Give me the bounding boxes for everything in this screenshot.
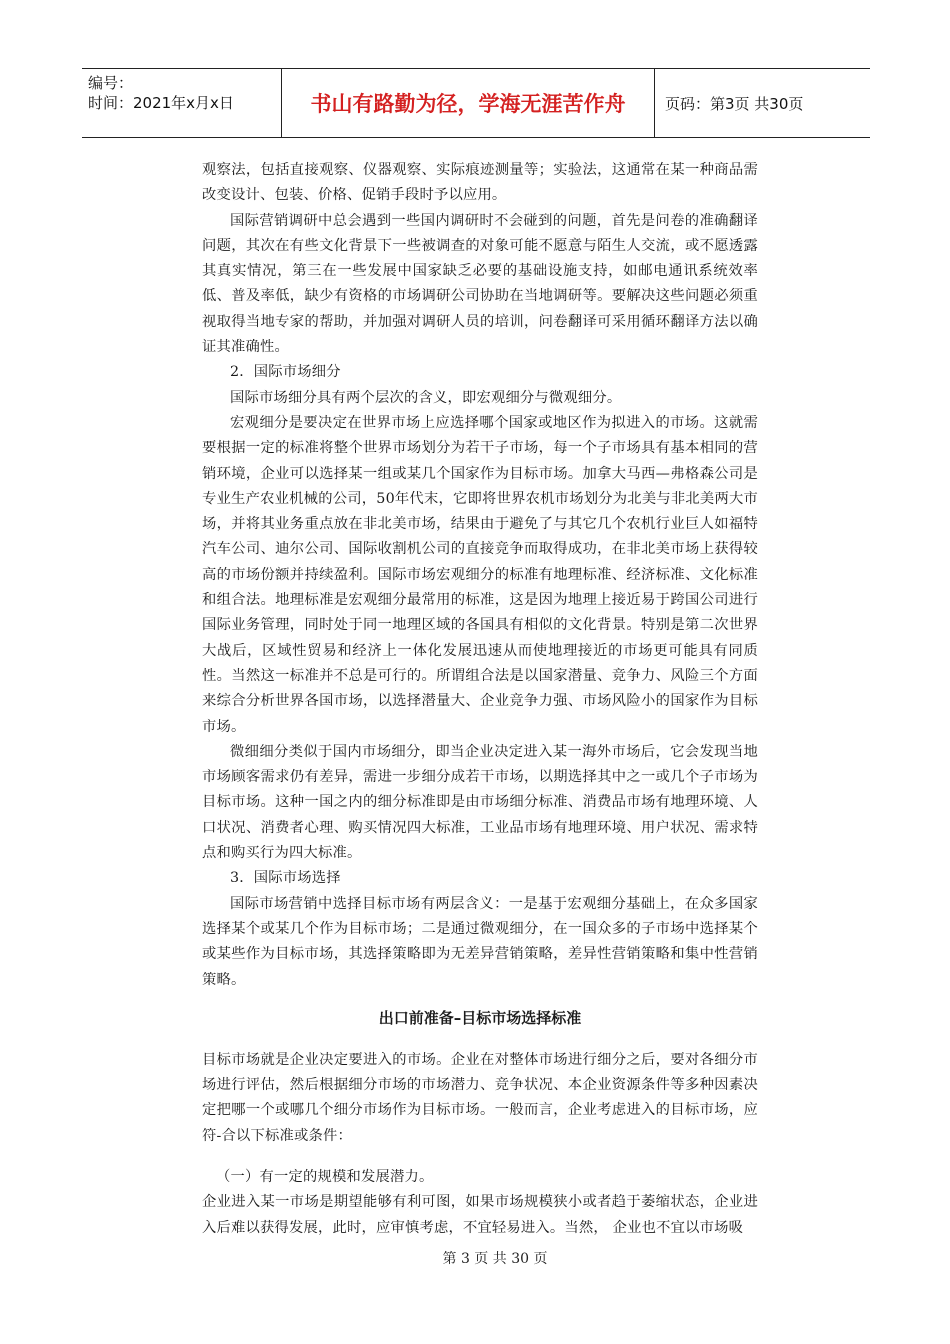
- section-title: 出口前准备–目标市场选择标准: [378, 1008, 582, 1027]
- paragraph: 国际市场营销中选择目标市场有两层含义：一是基于宏观细分基础上，在众多国家选择某个或某几个作为目标市场；二是通过微观细分，在一国众多的子市场中选择某个或某些作为目标市场，其选择策略即为无差异营销策略，差异性营销策略和集中性营销策略。: [202, 895, 758, 988]
- header-meta: [82, 69, 282, 137]
- header-page-info: 页码：第3页 共30页: [665, 94, 804, 113]
- section-heading: 2．国际市场细分: [230, 364, 341, 381]
- paragraph: 目标市场就是企业决定要进入的市场。企业在对整体市场进行细分之后，要对各细分市场进行评估，然后根据细分市场的市场潜力、竞争状况、本企业资源条件等多种因素决定把哪一个或哪几个细分市场作为目标市场。一般而言，企业考虑进入的目标市场，应符-合以下标准或条件：: [202, 1051, 758, 1144]
- subheading: （一）有一定的规模和发展潜力。: [216, 1168, 434, 1185]
- paragraph: 企业进入某一市场是期望能够有利可图，如果市场规模狭小或者趋于萎缩状态，企业进入后难以获得发展，此时，应审慎考虑，不宜轻易进入。当然， 企业也不宜以市场吸: [202, 1194, 758, 1236]
- paragraph: 国际市场细分具有两个层次的含义，即宏观细分与微观细分。: [230, 389, 622, 406]
- paragraph: 微细细分类似于国内市场细分，即当企业决定进入某一海外市场后，它会发现当地市场顾客需求仍有差异，需进一步细分成若干市场，以期选择其中之一或几个子市场为目标市场。这种一国之内的细分标准即是由市场细分标准、消费品市场有地理环境、人口状况、消费者心理、购买情况四大标准，工业品市场有地理环境、用户状况、需求特点和购买行为四大标准。: [202, 743, 758, 862]
- header-motto: 书山有路勤为径，学海无涯苦作舟: [282, 69, 655, 137]
- paragraph: 国际营销调研中总会遇到一些国内调研时不会碰到的问题，首先是问卷的准确翻译问题，其次在有些文化背景下一些被调查的对象可能不愿意与陌生人交流，或不愿透露其真实情况，第三在一些发展中国家缺乏必要的基础设施支持，如邮电通讯系统效率低、普及率低，缺少有资格的市场调研公司协助在当地调研等。要解决这些问题必须重视取得当地专家的帮助，并加强对调研人员的培训，问卷翻译可采用循环翻译方法以确证其准确性。: [202, 212, 758, 356]
- paragraph: 观察法，包括直接观察、仪器观察、实际痕迹测量等；实验法，这通常在某一种商品需改变设计、包装、价格、促销手段时予以应用。: [202, 162, 758, 204]
- paragraph: 宏观细分是要决定在世界市场上应选择哪个国家或地区作为拟进入的市场。这就需要根据一定的标准将整个世界市场划分为若干子市场，每一个子市场具有基本相同的营销环境，企业可以选择某一组或某几个国家作为目标市场。加拿大马西—弗格森公司是专业生产农业机械的公司，50年代末，它即将世界农机市场划分为北美与非北美两大市场，并将其业务重点放在非北美市场，结果由于避免了与其它几个农机行业巨人如福特汽车公司、迪尔公司、国际收割机公司的直接竞争而取得成功，在非北美市场上获得较高的市场份额并持续盈利。国际市场宏观细分的标准有地理标准、经济标准、文化标准和组合法。地理标准是宏观细分最常用的标准，这是因为地理上接近易于跨国公司进行国际业务管理，同时处于同一地理区域的各国具有相似的文化背景。特别是第二次世界大战后，区域性贸易和经济上一体化发展迅速从而使地理接近的市场更可能具有同质性。当然这一标准并不总是可行的。所谓组合法是以国家潜量、竞争力、风险三个方面来综合分析世界各国市场，以选择潜量大、企业竞争力强、市场风险小的国家作为目标市场。: [202, 414, 758, 735]
- document-body: [202, 158, 758, 1241]
- document-number-label: 编号：: [88, 74, 134, 92]
- document-date-label: 时间：2021年x月x日: [88, 94, 234, 112]
- page-header: [82, 68, 870, 138]
- spacer: [202, 1149, 758, 1165]
- page-footer: 第 3 页 共 30 页: [442, 1251, 548, 1267]
- section-heading: 3．国际市场选择: [230, 870, 341, 887]
